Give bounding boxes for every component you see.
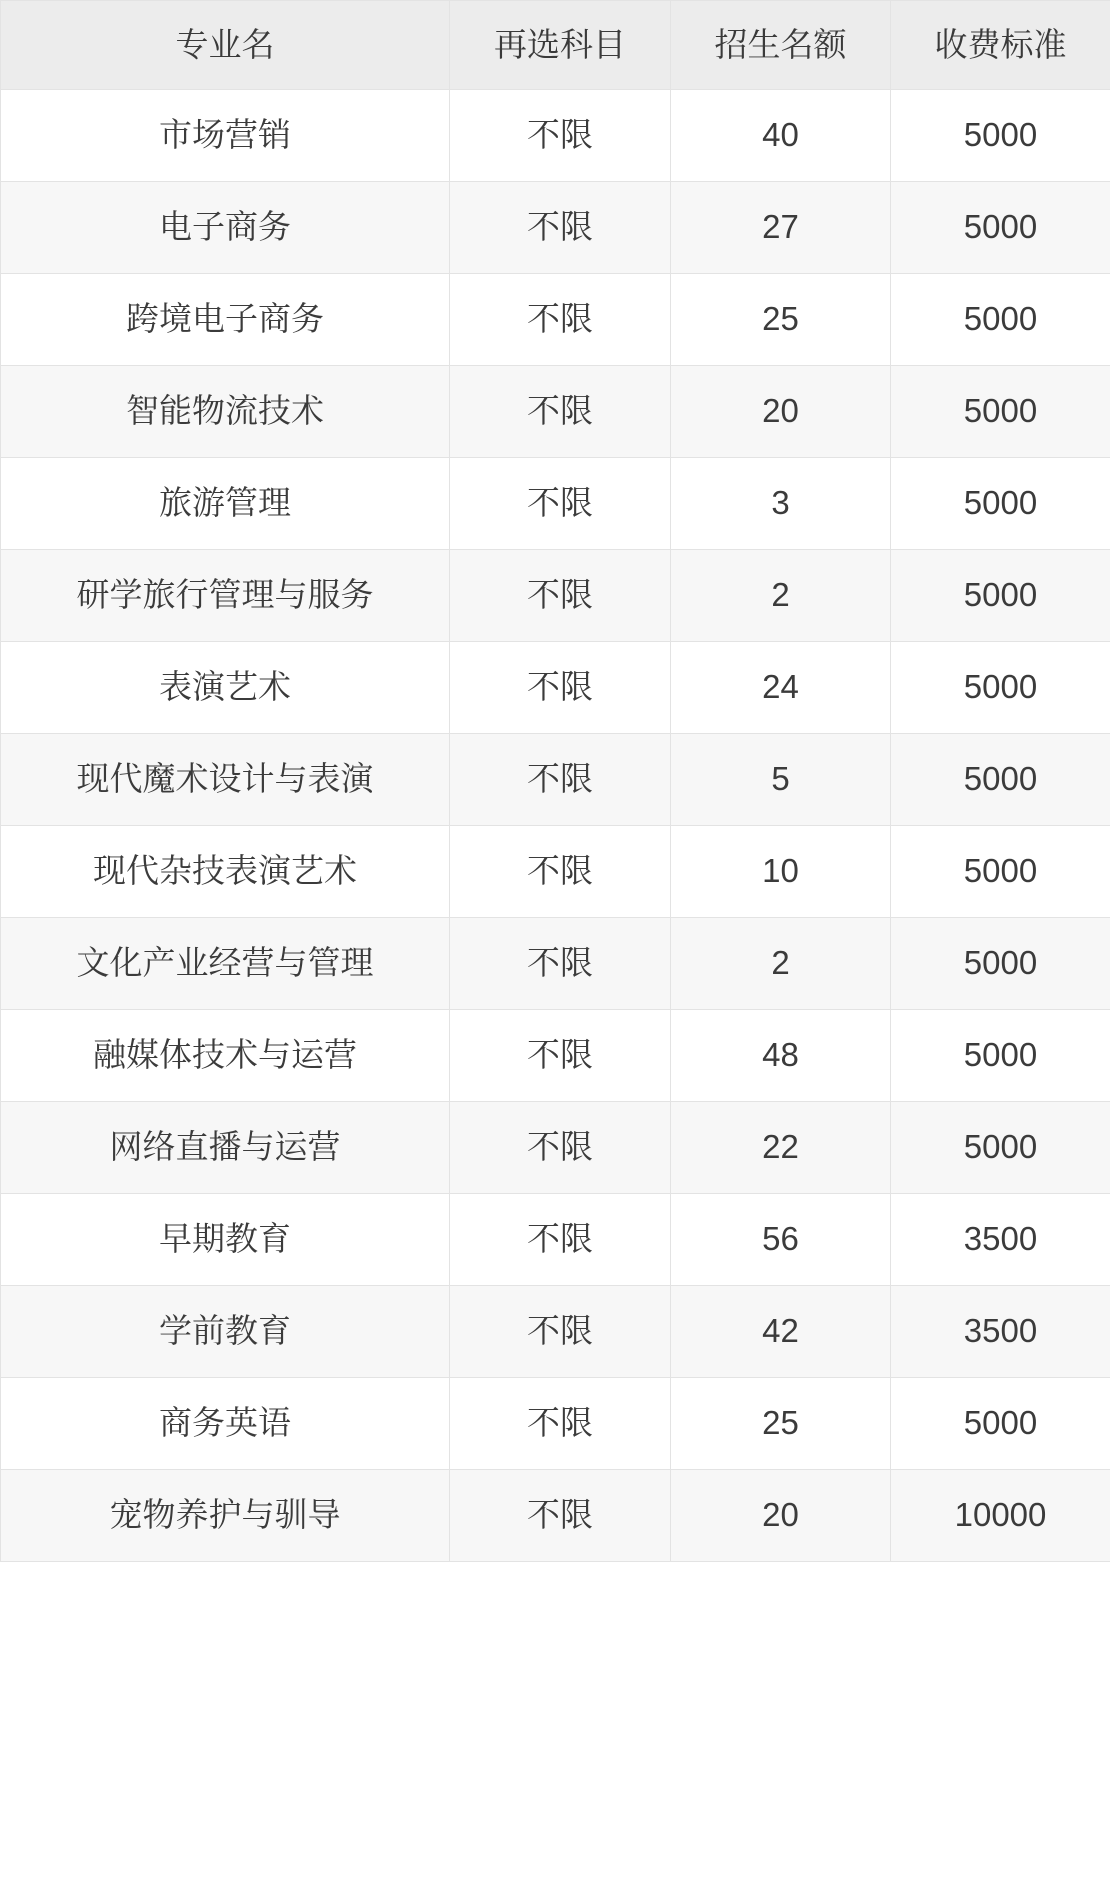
cell-quota: 3 xyxy=(671,458,891,550)
cell-fee: 5000 xyxy=(891,182,1110,274)
cell-major-name: 表演艺术 xyxy=(1,642,450,734)
table-row xyxy=(1,90,1110,182)
cell-fee: 5000 xyxy=(891,1010,1110,1102)
cell-fee: 5000 xyxy=(891,642,1110,734)
table-body xyxy=(1,90,1110,1562)
cell-fee: 5000 xyxy=(891,366,1110,458)
cell-major-name: 现代杂技表演艺术 xyxy=(1,826,450,918)
cell-major-name: 宠物养护与驯导 xyxy=(1,1470,450,1562)
column-header-quota: 招生名额 xyxy=(671,1,891,90)
cell-subject: 不限 xyxy=(450,1010,671,1102)
table-row xyxy=(1,550,1110,642)
table-row xyxy=(1,1102,1110,1194)
cell-quota: 5 xyxy=(671,734,891,826)
cell-major-name: 早期教育 xyxy=(1,1194,450,1286)
cell-quota: 20 xyxy=(671,1470,891,1562)
column-header-subject: 再选科目 xyxy=(450,1,671,90)
cell-major-name: 融媒体技术与运营 xyxy=(1,1010,450,1102)
cell-major-name: 文化产业经营与管理 xyxy=(1,918,450,1010)
cell-quota: 24 xyxy=(671,642,891,734)
cell-subject: 不限 xyxy=(450,90,671,182)
cell-subject: 不限 xyxy=(450,1102,671,1194)
cell-fee: 5000 xyxy=(891,274,1110,366)
cell-fee: 5000 xyxy=(891,918,1110,1010)
cell-major-name: 跨境电子商务 xyxy=(1,274,450,366)
table-row xyxy=(1,458,1110,550)
table-row xyxy=(1,1010,1110,1102)
cell-fee: 5000 xyxy=(891,550,1110,642)
cell-major-name: 网络直播与运营 xyxy=(1,1102,450,1194)
cell-fee: 5000 xyxy=(891,1378,1110,1470)
cell-quota: 20 xyxy=(671,366,891,458)
cell-subject: 不限 xyxy=(450,642,671,734)
cell-subject: 不限 xyxy=(450,458,671,550)
cell-quota: 42 xyxy=(671,1286,891,1378)
table-row xyxy=(1,1378,1110,1470)
cell-quota: 48 xyxy=(671,1010,891,1102)
cell-major-name: 市场营销 xyxy=(1,90,450,182)
cell-subject: 不限 xyxy=(450,550,671,642)
cell-quota: 25 xyxy=(671,1378,891,1470)
cell-subject: 不限 xyxy=(450,1286,671,1378)
cell-fee: 3500 xyxy=(891,1194,1110,1286)
cell-quota: 2 xyxy=(671,918,891,1010)
table-header-row xyxy=(1,1,1110,90)
cell-quota: 40 xyxy=(671,90,891,182)
cell-major-name: 智能物流技术 xyxy=(1,366,450,458)
cell-subject: 不限 xyxy=(450,1194,671,1286)
table-row xyxy=(1,366,1110,458)
cell-subject: 不限 xyxy=(450,366,671,458)
cell-quota: 56 xyxy=(671,1194,891,1286)
cell-subject: 不限 xyxy=(450,274,671,366)
cell-quota: 10 xyxy=(671,826,891,918)
cell-major-name: 学前教育 xyxy=(1,1286,450,1378)
cell-fee: 5000 xyxy=(891,90,1110,182)
cell-fee: 5000 xyxy=(891,826,1110,918)
cell-subject: 不限 xyxy=(450,182,671,274)
table-row xyxy=(1,1286,1110,1378)
cell-fee: 10000 xyxy=(891,1470,1110,1562)
cell-fee: 3500 xyxy=(891,1286,1110,1378)
cell-quota: 2 xyxy=(671,550,891,642)
cell-major-name: 电子商务 xyxy=(1,182,450,274)
table-header xyxy=(1,1,1110,90)
table-row xyxy=(1,182,1110,274)
cell-quota: 25 xyxy=(671,274,891,366)
cell-quota: 22 xyxy=(671,1102,891,1194)
cell-subject: 不限 xyxy=(450,734,671,826)
table-row xyxy=(1,826,1110,918)
cell-subject: 不限 xyxy=(450,826,671,918)
cell-fee: 5000 xyxy=(891,734,1110,826)
cell-subject: 不限 xyxy=(450,918,671,1010)
cell-fee: 5000 xyxy=(891,1102,1110,1194)
cell-major-name: 旅游管理 xyxy=(1,458,450,550)
table-row xyxy=(1,1470,1110,1562)
cell-major-name: 现代魔术设计与表演 xyxy=(1,734,450,826)
table-row xyxy=(1,918,1110,1010)
cell-major-name: 商务英语 xyxy=(1,1378,450,1470)
table-row xyxy=(1,1194,1110,1286)
table-row xyxy=(1,734,1110,826)
cell-subject: 不限 xyxy=(450,1470,671,1562)
cell-quota: 27 xyxy=(671,182,891,274)
cell-major-name: 研学旅行管理与服务 xyxy=(1,550,450,642)
cell-subject: 不限 xyxy=(450,1378,671,1470)
table-row xyxy=(1,274,1110,366)
column-header-major-name: 专业名 xyxy=(1,1,450,90)
cell-fee: 5000 xyxy=(891,458,1110,550)
table-row xyxy=(1,642,1110,734)
column-header-fee: 收费标准 xyxy=(891,1,1110,90)
